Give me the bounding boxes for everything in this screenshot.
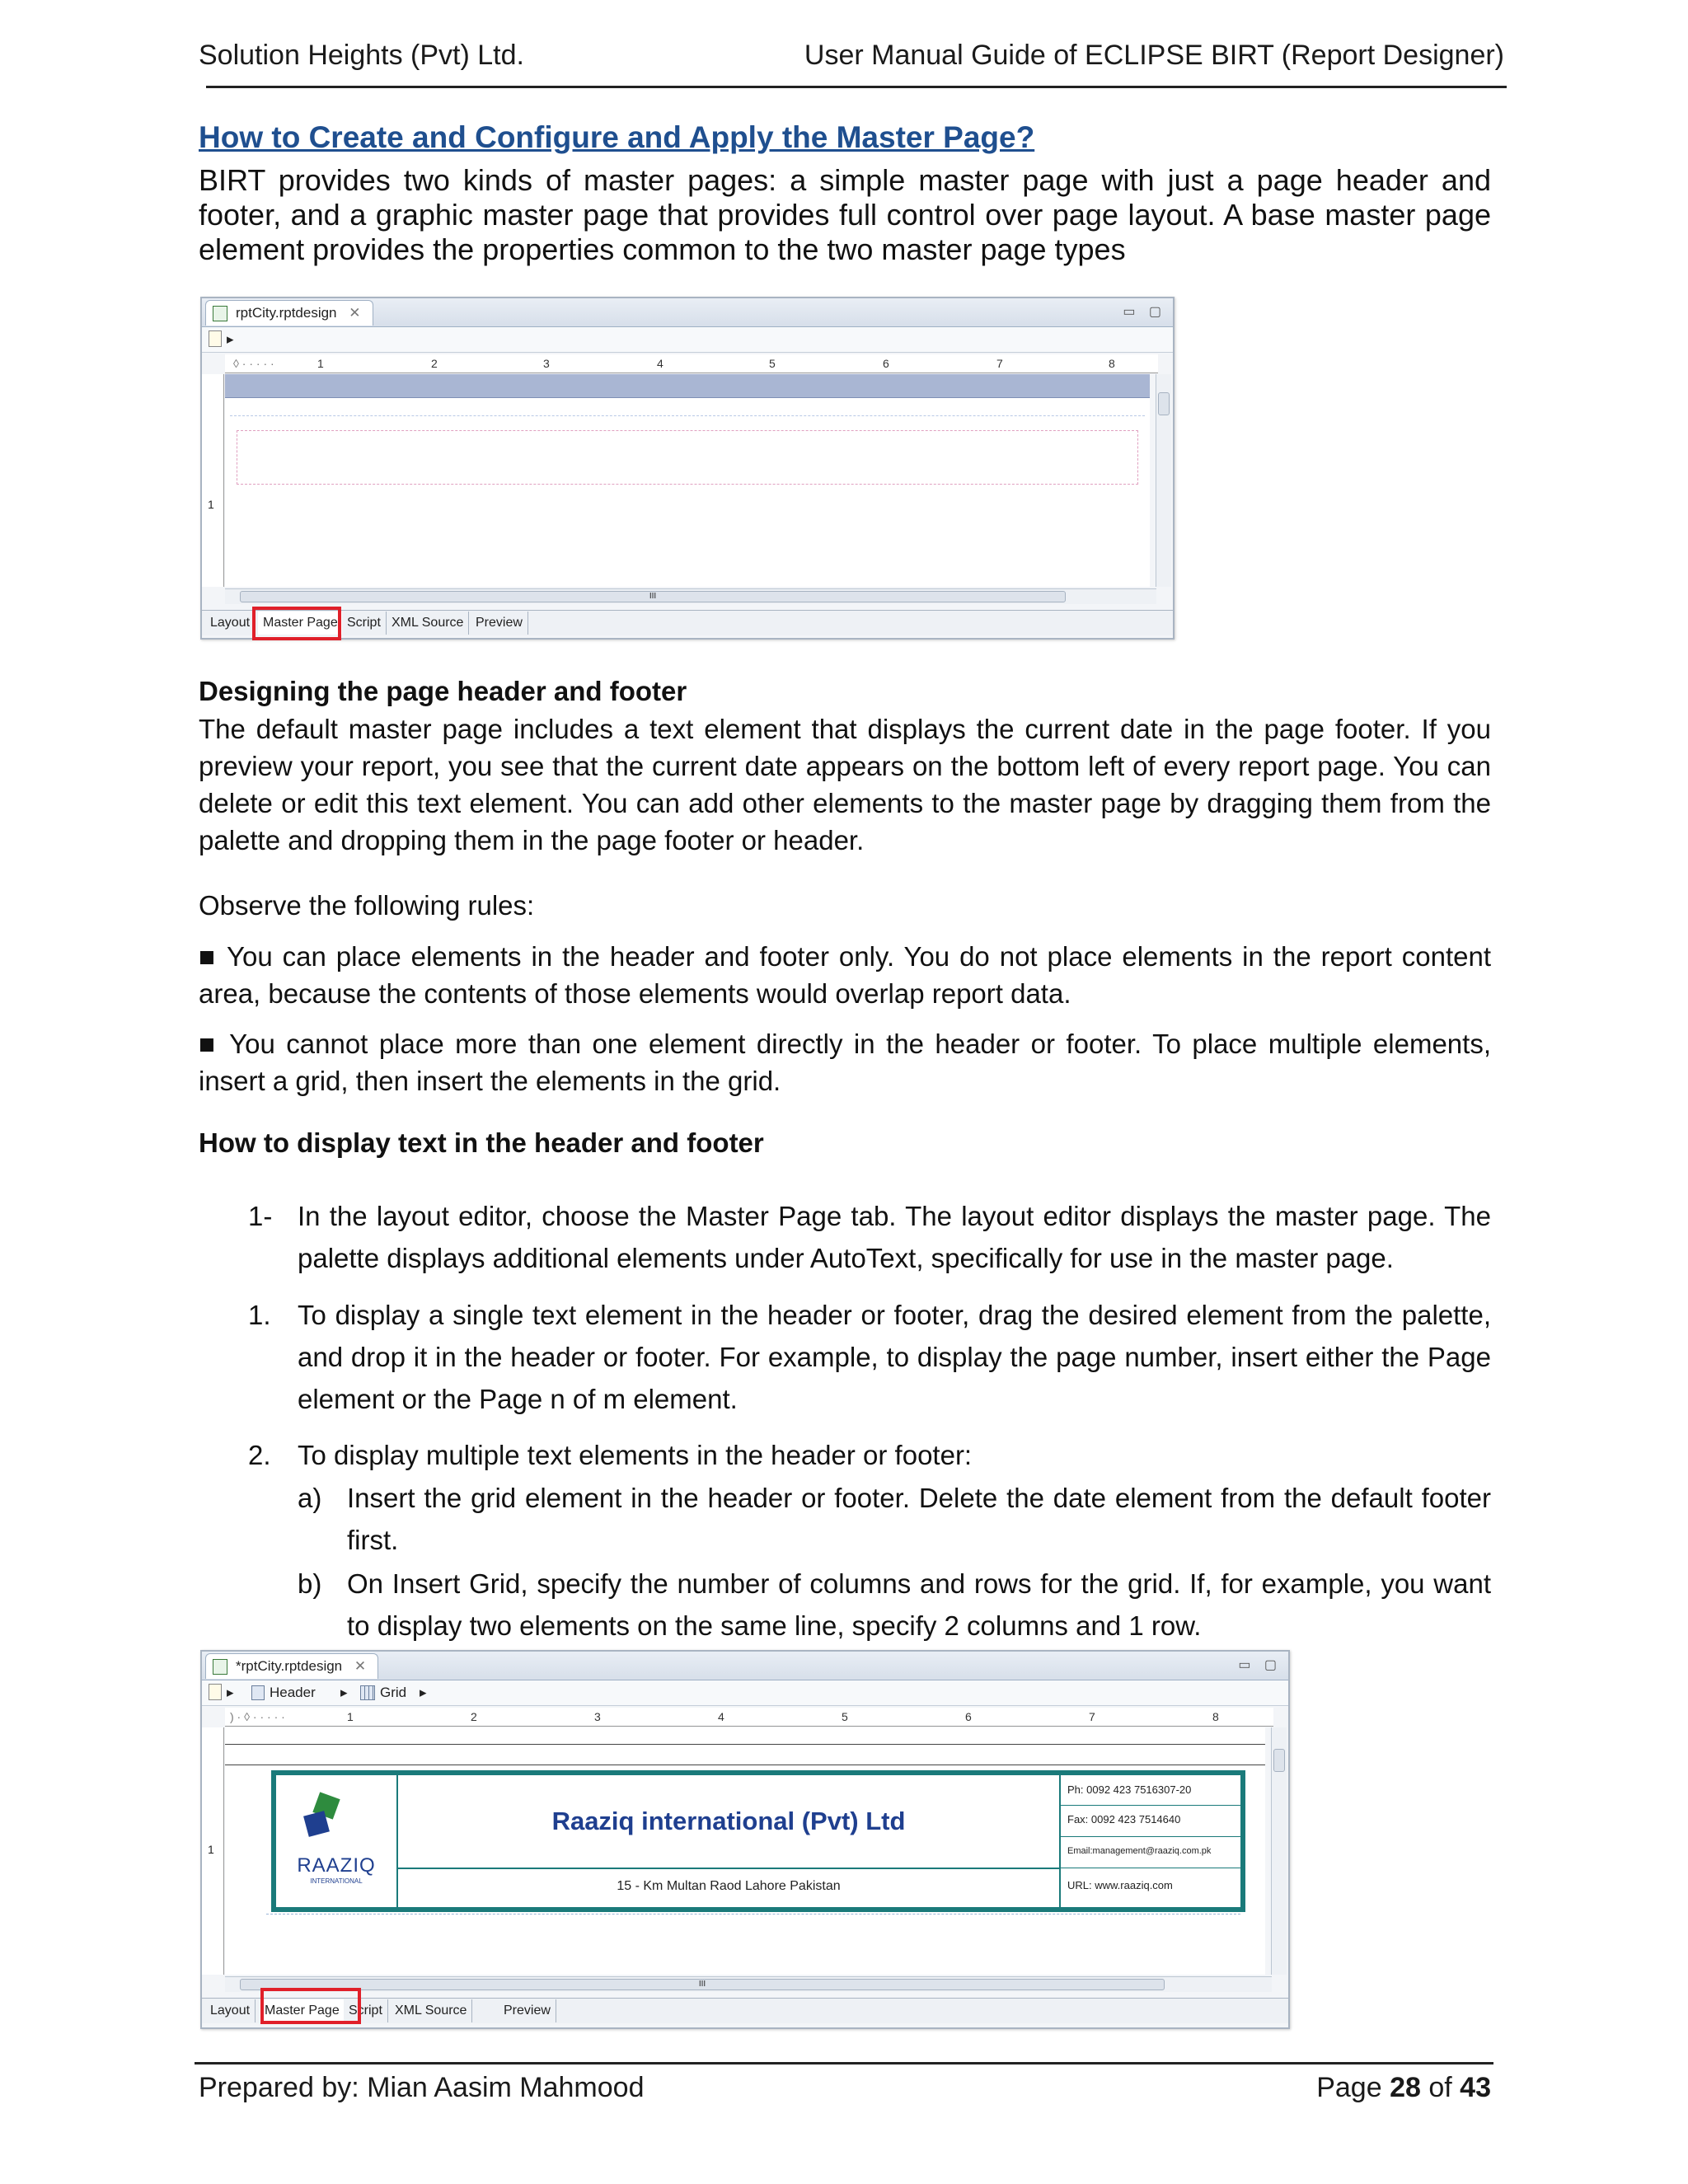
grid-row-divider xyxy=(1061,1836,1240,1837)
grid-top-row[interactable] xyxy=(225,1744,1265,1765)
editor-tab[interactable] xyxy=(205,1653,378,1679)
sub-item: On Insert Grid, specify the number of columns and rows for the grid. If, for example, you want to display two elements on the same line, specify 2 columns and 1 row. xyxy=(347,1568,1491,1641)
margin-line xyxy=(266,1914,1240,1915)
ruler-number: 3 xyxy=(594,1710,601,1723)
tab-xml-source[interactable]: XML Source xyxy=(387,612,469,635)
editor-tab[interactable] xyxy=(205,300,373,326)
footer-rule xyxy=(195,2062,1493,2064)
contact-phone: Ph: 0092 423 7516307-20 xyxy=(1067,1783,1192,1796)
tab-script[interactable]: Script xyxy=(344,1999,388,2022)
intro-paragraph: BIRT provides two kinds of master pages: a simple master page with just a page header and footer, and a graphic master page that provides full control over page layout. A base master page element provides the properties common to the two master page types xyxy=(199,163,1491,266)
sub-item: Insert the grid element in the header or footer. Delete the date element from the default footer first. xyxy=(347,1483,1491,1555)
ruler-number: 5 xyxy=(769,357,776,370)
footer-prepared-by: Prepared by: Mian Aasim Mahmood xyxy=(199,2072,645,2103)
contact-email: Email:management@raaziq.com.pk xyxy=(1067,1846,1212,1856)
ruler-number: 1 xyxy=(317,357,324,370)
footer-page-number xyxy=(1316,2072,1491,2104)
grid-column-divider xyxy=(1059,1775,1061,1907)
scroll-thumb[interactable]: III xyxy=(240,591,1066,602)
page-total: 43 xyxy=(1460,2072,1491,2103)
page-icon xyxy=(209,330,222,347)
vertical-ruler xyxy=(202,1727,224,1975)
paragraph-default-master-page: The default master page includes a text element that displays the current date in the page footer. If you preview your report, you see that the current date appears on the bottom left of every report page. You can delete or edit this text element. You can add other elements to the master page by dragging them from the palette and dropping them in the page footer or header. xyxy=(199,714,1491,855)
tab-preview[interactable]: Preview xyxy=(471,612,528,635)
section-heading-display-text: How to display text in the header and footer xyxy=(199,1127,764,1158)
breadcrumb xyxy=(202,327,1173,353)
grid-row-divider xyxy=(1061,1805,1240,1806)
ruler-number: 7 xyxy=(1089,1710,1095,1723)
editor-bottom-tabs xyxy=(202,610,1173,635)
page-area[interactable] xyxy=(237,430,1138,485)
company-address: 15 - Km Multan Raod Lahore Pakistan xyxy=(617,1879,841,1893)
list-item-number: 1. xyxy=(248,1300,271,1330)
close-icon[interactable]: ✕ xyxy=(354,1658,367,1674)
page-icon xyxy=(209,1684,222,1700)
ruler-number: 3 xyxy=(543,357,550,370)
breadcrumb-arrow-icon[interactable]: ▸ xyxy=(227,331,234,347)
breadcrumb-header[interactable]: Header xyxy=(270,1685,316,1700)
ruler-number: 8 xyxy=(1212,1710,1219,1723)
grid-icon xyxy=(360,1685,375,1700)
page-word: Page xyxy=(1316,2072,1382,2103)
rule-1: ■ You can place elements in the header and footer only. You do not place elements in the report content area, because the contents of those elements would overlap report data. xyxy=(199,941,1491,1009)
ruler-number: 2 xyxy=(431,357,438,370)
header-right: User Manual Guide of ECLIPSE BIRT (Report Designer) xyxy=(804,40,1504,71)
header-rule xyxy=(206,86,1507,88)
page-current: 28 xyxy=(1390,2072,1421,2103)
editor-bottom-tabs xyxy=(202,1998,1288,2023)
tab-preview[interactable]: Preview xyxy=(499,1999,556,2022)
header-grid[interactable] xyxy=(271,1770,1245,1912)
sub-item-number: a) xyxy=(298,1483,322,1513)
section-title[interactable]: How to Create and Configure and Apply the Master Page? xyxy=(199,120,1035,154)
editor-tab-bar xyxy=(202,298,1173,327)
header-icon xyxy=(251,1685,265,1700)
vertical-scrollbar[interactable] xyxy=(1271,1727,1287,1975)
highlight-master-page-tab xyxy=(260,1988,361,2024)
master-page-canvas[interactable] xyxy=(225,1727,1265,1975)
ruler-number: 6 xyxy=(883,357,889,370)
tab-layout[interactable]: Layout xyxy=(205,612,256,635)
of-word: of xyxy=(1428,2072,1452,2103)
scroll-thumb[interactable]: III xyxy=(240,1979,1165,1990)
breadcrumb-arrow-icon[interactable]: ▸ xyxy=(340,1685,348,1700)
tab-master-page[interactable]: Master Page xyxy=(260,1999,345,2022)
list-item: To display a single text element in the header or footer, drag the desired element from the palette, and drop it in the header or footer. For example, to display the page number, insert either the Page element or the Page n of m element. xyxy=(298,1300,1491,1414)
list-item-number: 2. xyxy=(248,1440,271,1470)
list-item-number: 1- xyxy=(248,1201,273,1231)
tab-script[interactable]: Script xyxy=(342,612,387,635)
sub-item-number: b) xyxy=(298,1568,322,1599)
report-file-icon xyxy=(213,1659,227,1675)
ruler-number: 1 xyxy=(347,1710,354,1723)
vertical-ruler xyxy=(202,374,224,587)
breadcrumb xyxy=(202,1680,1288,1706)
header-band[interactable] xyxy=(225,374,1150,398)
ruler-number: 7 xyxy=(996,357,1003,370)
report-file-icon xyxy=(213,306,227,321)
master-page-canvas[interactable] xyxy=(225,374,1150,587)
list-item: To display multiple text elements in the header or footer: xyxy=(298,1440,973,1470)
minimize-maximize-icon[interactable]: ▭ ▢ xyxy=(1238,1658,1282,1672)
ruler-number: 5 xyxy=(842,1710,848,1723)
ruler-number: 8 xyxy=(1109,357,1115,370)
screenshot-master-page-with-grid xyxy=(200,1650,1290,2029)
rules-intro: Observe the following rules: xyxy=(199,890,535,921)
header-left: Solution Heights (Pvt) Ltd. xyxy=(199,40,524,71)
scroll-thumb[interactable] xyxy=(1273,1749,1285,1772)
screenshot-master-page-editor xyxy=(200,297,1175,640)
company-name: Raaziq international (Pvt) Ltd xyxy=(551,1807,906,1835)
tab-xml-source[interactable]: XML Source xyxy=(390,1999,472,2022)
horizontal-scrollbar[interactable] xyxy=(225,1976,1272,1992)
vruler-number: 1 xyxy=(208,498,214,511)
horizontal-scrollbar[interactable] xyxy=(225,588,1156,604)
editor-tab-title: *rptCity.rptdesign xyxy=(236,1658,343,1674)
horizontal-ruler: ◊ · · · · · 1 2 3 4 5 6 7 8 xyxy=(225,354,1158,373)
tab-layout[interactable]: Layout xyxy=(205,1999,256,2022)
ruler-number: 2 xyxy=(471,1710,477,1723)
contact-fax: Fax: 0092 423 7514640 xyxy=(1067,1813,1181,1825)
vertical-scrollbar[interactable] xyxy=(1156,374,1171,587)
tab-master-page[interactable]: Master Page xyxy=(258,612,344,635)
margin-line xyxy=(230,415,1145,417)
breadcrumb-grid[interactable]: Grid xyxy=(380,1685,407,1700)
grid-row-divider xyxy=(398,1868,1059,1869)
scroll-thumb[interactable] xyxy=(1158,392,1170,415)
vruler-number: 1 xyxy=(208,1843,214,1856)
breadcrumb-arrow-icon[interactable]: ▸ xyxy=(227,1685,234,1700)
ruler-number: 4 xyxy=(718,1710,724,1723)
minimize-maximize-icon[interactable]: ▭ ▢ xyxy=(1123,305,1166,319)
horizontal-ruler: ) · ◊ · · · · · 1 2 3 4 5 6 7 8 xyxy=(225,1708,1273,1727)
ruler-number: 6 xyxy=(965,1710,972,1723)
logo-subtext: INTERNATIONAL xyxy=(310,1877,363,1885)
highlight-master-page-tab xyxy=(252,607,341,640)
company-logo xyxy=(281,1785,392,1892)
contact-url: URL: www.raaziq.com xyxy=(1067,1879,1173,1891)
rule-2: ■ You cannot place more than one element directly in the header or footer. To place multiple elements, insert a grid, then insert the elements in the grid. xyxy=(199,1029,1491,1096)
section-heading-header-footer: Designing the page header and footer xyxy=(199,676,687,706)
logo-text: RAAZIQ xyxy=(297,1854,376,1877)
ruler-number: 4 xyxy=(657,357,663,370)
editor-tab-bar xyxy=(202,1652,1288,1680)
editor-tab-title: rptCity.rptdesign xyxy=(236,305,337,321)
breadcrumb-arrow-icon[interactable]: ▸ xyxy=(420,1685,427,1700)
list-item: In the layout editor, choose the Master Page tab. The layout editor displays the master page. The palette displays additional elements under AutoText, specifically for use in the master page. xyxy=(298,1201,1491,1273)
close-icon[interactable]: ✕ xyxy=(349,305,361,321)
